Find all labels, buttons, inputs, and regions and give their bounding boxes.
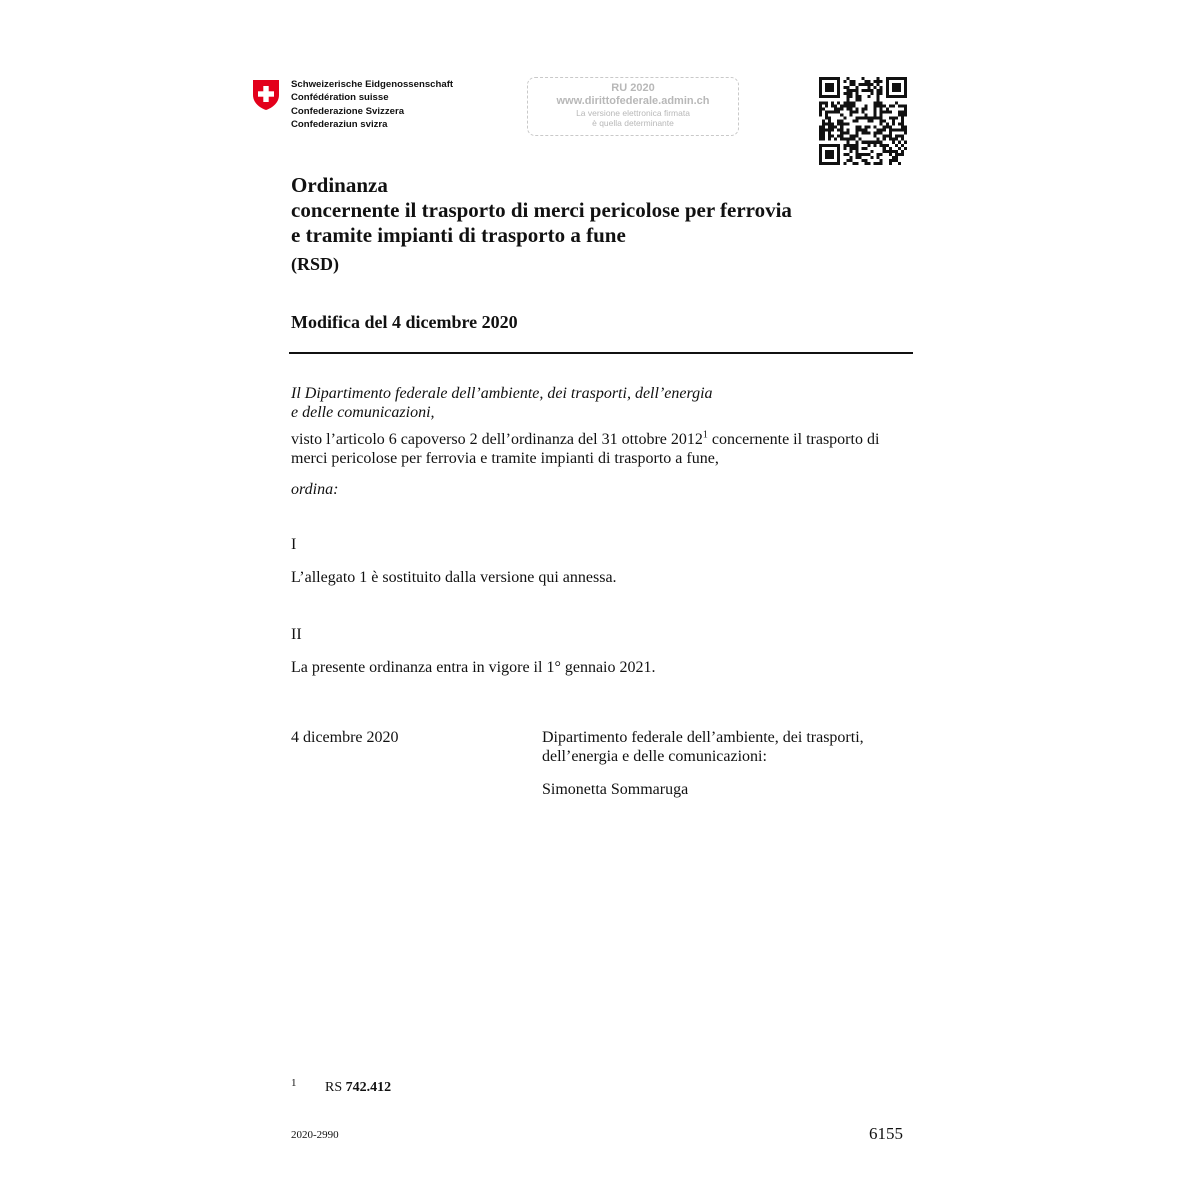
footnote-text: [325, 1080, 391, 1096]
issuing-authority: [291, 384, 713, 422]
stamp-website[interactable]: www.dirittofederale.admin.ch: [556, 95, 710, 107]
stamp-note-line1: La versione elettronica firmata: [576, 108, 690, 118]
signing-department: Dipartimento federale dell’ambiente, dei trasporti, dell’energia e delle comunicazioni:: [542, 729, 864, 765]
legal-basis-text-end: concernente il trasporto di merci pericolose per ferrovia e tramite impianti di trasporto a fune,: [291, 431, 880, 467]
title-abbreviation: (RSD): [291, 254, 339, 274]
title-divider: [289, 352, 913, 354]
footnote-number: 1: [291, 1077, 297, 1089]
official-publication-stamp: [527, 77, 739, 136]
stamp-note-line2: è quella determinante: [592, 118, 674, 128]
legal-basis-text-start: visto l’articolo 6 capoverso 2 dell’ordinanza del 31 ottobre 2012: [291, 431, 703, 448]
footnote-reference[interactable]: 1: [702, 429, 708, 441]
document-id: 2020-2990: [291, 1129, 339, 1141]
swiss-cross-icon: [252, 79, 280, 111]
section-number-2: II: [291, 626, 302, 643]
section-text-2: La presente ordinanza entra in vigore il 1° gennaio 2021.: [291, 659, 656, 676]
confederation-name-it: Confederazione Svizzera: [291, 105, 405, 117]
signatory-name: Simonetta Sommaruga: [542, 781, 689, 798]
confederation-name-de: Schweizerische Eidgenossenschaft: [291, 79, 454, 90]
document-title: [291, 173, 792, 248]
section-number-1: I: [291, 536, 297, 553]
footnote-reference-number: 742.412: [345, 1080, 392, 1095]
decrees-clause: ordina:: [291, 481, 339, 498]
section-text-1: L’allegato 1 è sostituito dalla versione qui annessa.: [291, 569, 617, 586]
footnote-prefix: RS: [325, 1080, 346, 1095]
legal-basis-paragraph: [291, 430, 911, 468]
title-line-1: Ordinanza: [291, 173, 388, 197]
stamp-collection: RU 2020: [611, 82, 655, 94]
amendment-date-heading: Modifica del 4 dicembre 2020: [291, 312, 518, 332]
signature-date: 4 dicembre 2020: [291, 729, 399, 746]
confederation-names: [291, 78, 453, 131]
qr-code-icon: [819, 77, 907, 165]
issuer-line-2: e delle comunicazioni,: [291, 404, 435, 421]
title-line-3: e tramite impianti di trasporto a fune: [291, 223, 626, 247]
page-number: 6155: [869, 1124, 903, 1143]
title-line-2: concernente il trasporto di merci pericolose per ferrovia: [291, 198, 792, 222]
issuer-line-1: Il Dipartimento federale dell’ambiente, dei trasporti, dell’energia: [291, 385, 713, 402]
confederation-name-rm: Confederaziun svizra: [291, 118, 388, 130]
confederation-name-fr: Confédération suisse: [291, 92, 389, 104]
